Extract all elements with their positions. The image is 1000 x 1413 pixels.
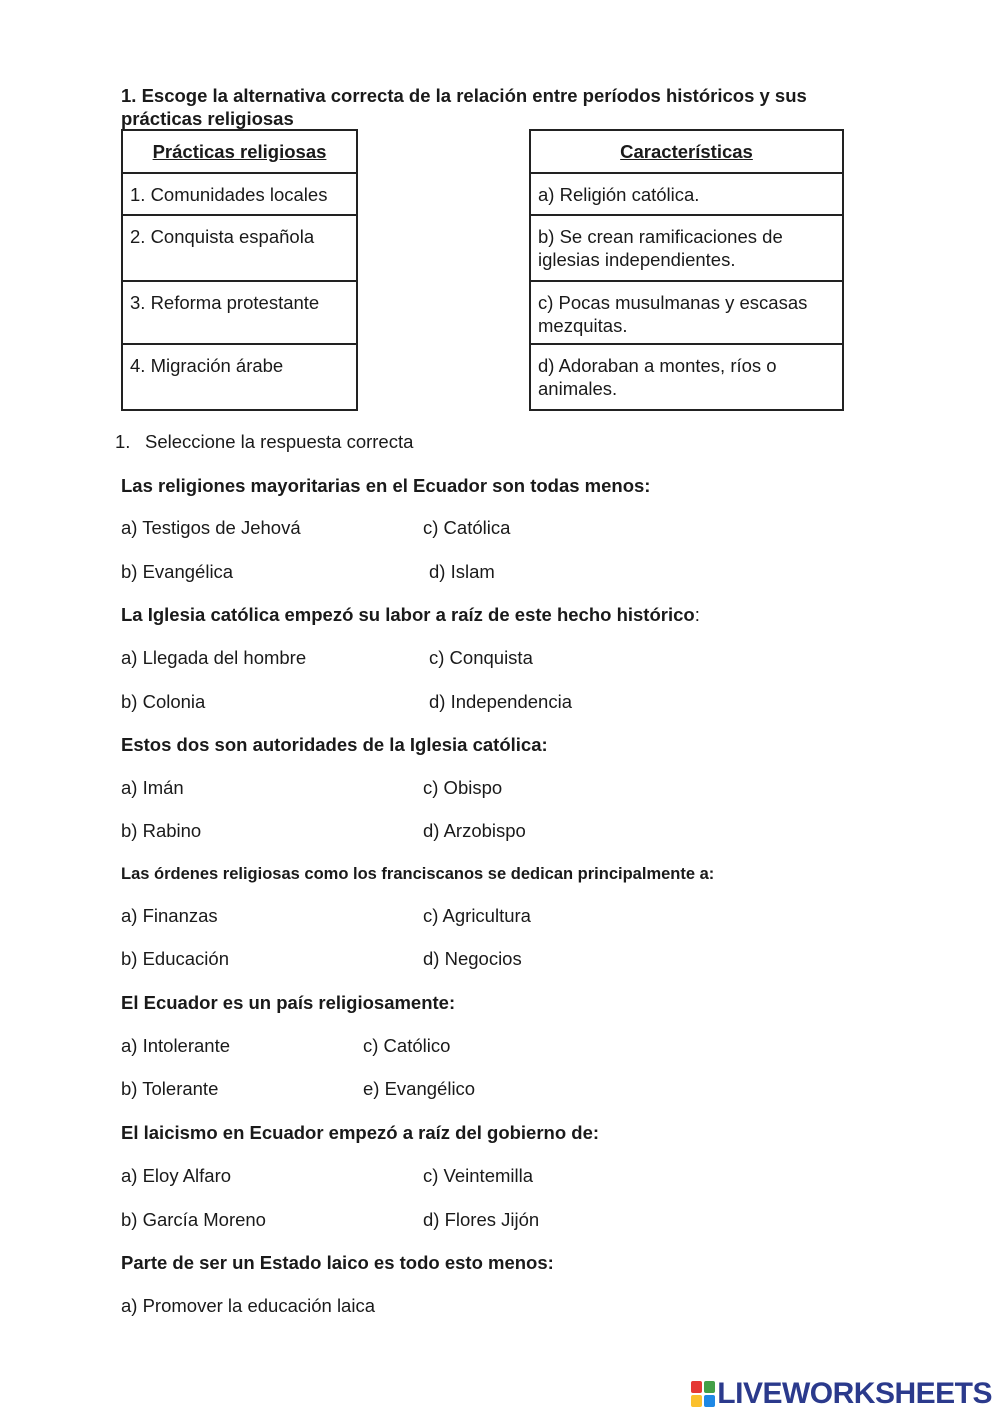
answer-option[interactable]: c) Conquista	[429, 647, 533, 668]
logo-square	[691, 1381, 702, 1393]
characteristic-row: d) Adoraban a montes, ríos o animales.	[530, 344, 843, 410]
practice-row: 2. Conquista española	[122, 215, 357, 281]
question-2-colon: :	[694, 604, 700, 625]
logo-square	[704, 1381, 715, 1393]
characteristic-row: a) Religión católica.	[530, 173, 843, 215]
answer-option[interactable]: a) Finanzas	[121, 905, 218, 926]
characteristic-row: c) Pocas musulmanas y escasas mezquitas.	[530, 281, 843, 344]
logo-text: LIVEWORKSHEETS	[717, 1377, 992, 1410]
liveworksheets-logo-icon	[691, 1381, 715, 1407]
answer-option[interactable]: a) Promover la educación laica	[121, 1295, 375, 1316]
practice-row: 3. Reforma protestante	[122, 281, 357, 344]
question-2	[121, 604, 700, 626]
answer-option[interactable]: d) Arzobispo	[423, 820, 526, 841]
list-number: 1.	[115, 431, 131, 452]
answer-option[interactable]: a) Llegada del hombre	[121, 647, 307, 668]
answer-option[interactable]: d) Islam	[429, 561, 495, 582]
answer-option[interactable]: b) García Moreno	[121, 1209, 266, 1230]
liveworksheets-logo	[691, 1376, 992, 1412]
answer-option[interactable]: c) Obispo	[423, 777, 503, 798]
section-1-title: 1. Escoge la alternativa correcta de la relación entre períodos históricos y sus prácticas religiosas	[121, 85, 807, 129]
answer-option[interactable]: b) Tolerante	[121, 1078, 219, 1099]
answer-option[interactable]: a) Imán	[121, 777, 184, 798]
answer-option[interactable]: a) Intolerante	[121, 1035, 231, 1056]
answer-option[interactable]: b) Colonia	[121, 691, 206, 712]
answer-option[interactable]: a) Eloy Alfaro	[121, 1165, 232, 1186]
answer-option[interactable]: b) Rabino	[121, 820, 202, 841]
question-1: Las religiones mayoritarias en el Ecuador son todas menos:	[121, 475, 651, 496]
answer-option[interactable]: d) Flores Jijón	[423, 1209, 540, 1230]
characteristic-row: b) Se crean ramificaciones de iglesias independientes.	[530, 215, 843, 281]
characteristics-table	[529, 129, 844, 411]
question-5: El Ecuador es un país religiosamente:	[121, 992, 456, 1013]
practice-row: 1. Comunidades locales	[122, 173, 357, 215]
section-2-instruction	[115, 431, 413, 453]
question-6: El laicismo en Ecuador empezó a raíz del gobierno de:	[121, 1122, 600, 1143]
answer-option[interactable]: c) Veintemilla	[423, 1165, 534, 1186]
answer-option[interactable]: c) Agricultura	[423, 905, 531, 926]
answer-option[interactable]: b) Educación	[121, 948, 229, 969]
logo-square	[691, 1395, 702, 1407]
question-7: Parte de ser un Estado laico es todo esto menos:	[121, 1252, 554, 1273]
practices-header: Prácticas religiosas	[122, 130, 357, 173]
practice-row: 4. Migración árabe	[122, 344, 357, 410]
answer-option[interactable]: b) Evangélica	[121, 561, 234, 582]
answer-option[interactable]: a) Testigos de Jehová	[121, 517, 301, 538]
practices-table	[121, 129, 358, 411]
answer-option[interactable]: c) Católica	[423, 517, 511, 538]
characteristics-header: Características	[530, 130, 843, 173]
answer-option[interactable]: d) Independencia	[429, 691, 572, 712]
answer-option[interactable]: d) Negocios	[423, 948, 522, 969]
answer-option[interactable]: c) Católico	[363, 1035, 451, 1056]
instruction-text: Seleccione la respuesta correcta	[145, 431, 414, 452]
question-3: Estos dos son autoridades de la Iglesia católica:	[121, 734, 548, 755]
logo-square	[704, 1395, 715, 1407]
question-4: Las órdenes religiosas como los franciscanos se dedican principalmente a:	[121, 865, 715, 883]
question-2-text: La Iglesia católica empezó su labor a raíz de este hecho histórico	[121, 604, 695, 625]
answer-option[interactable]: e) Evangélico	[363, 1078, 476, 1099]
